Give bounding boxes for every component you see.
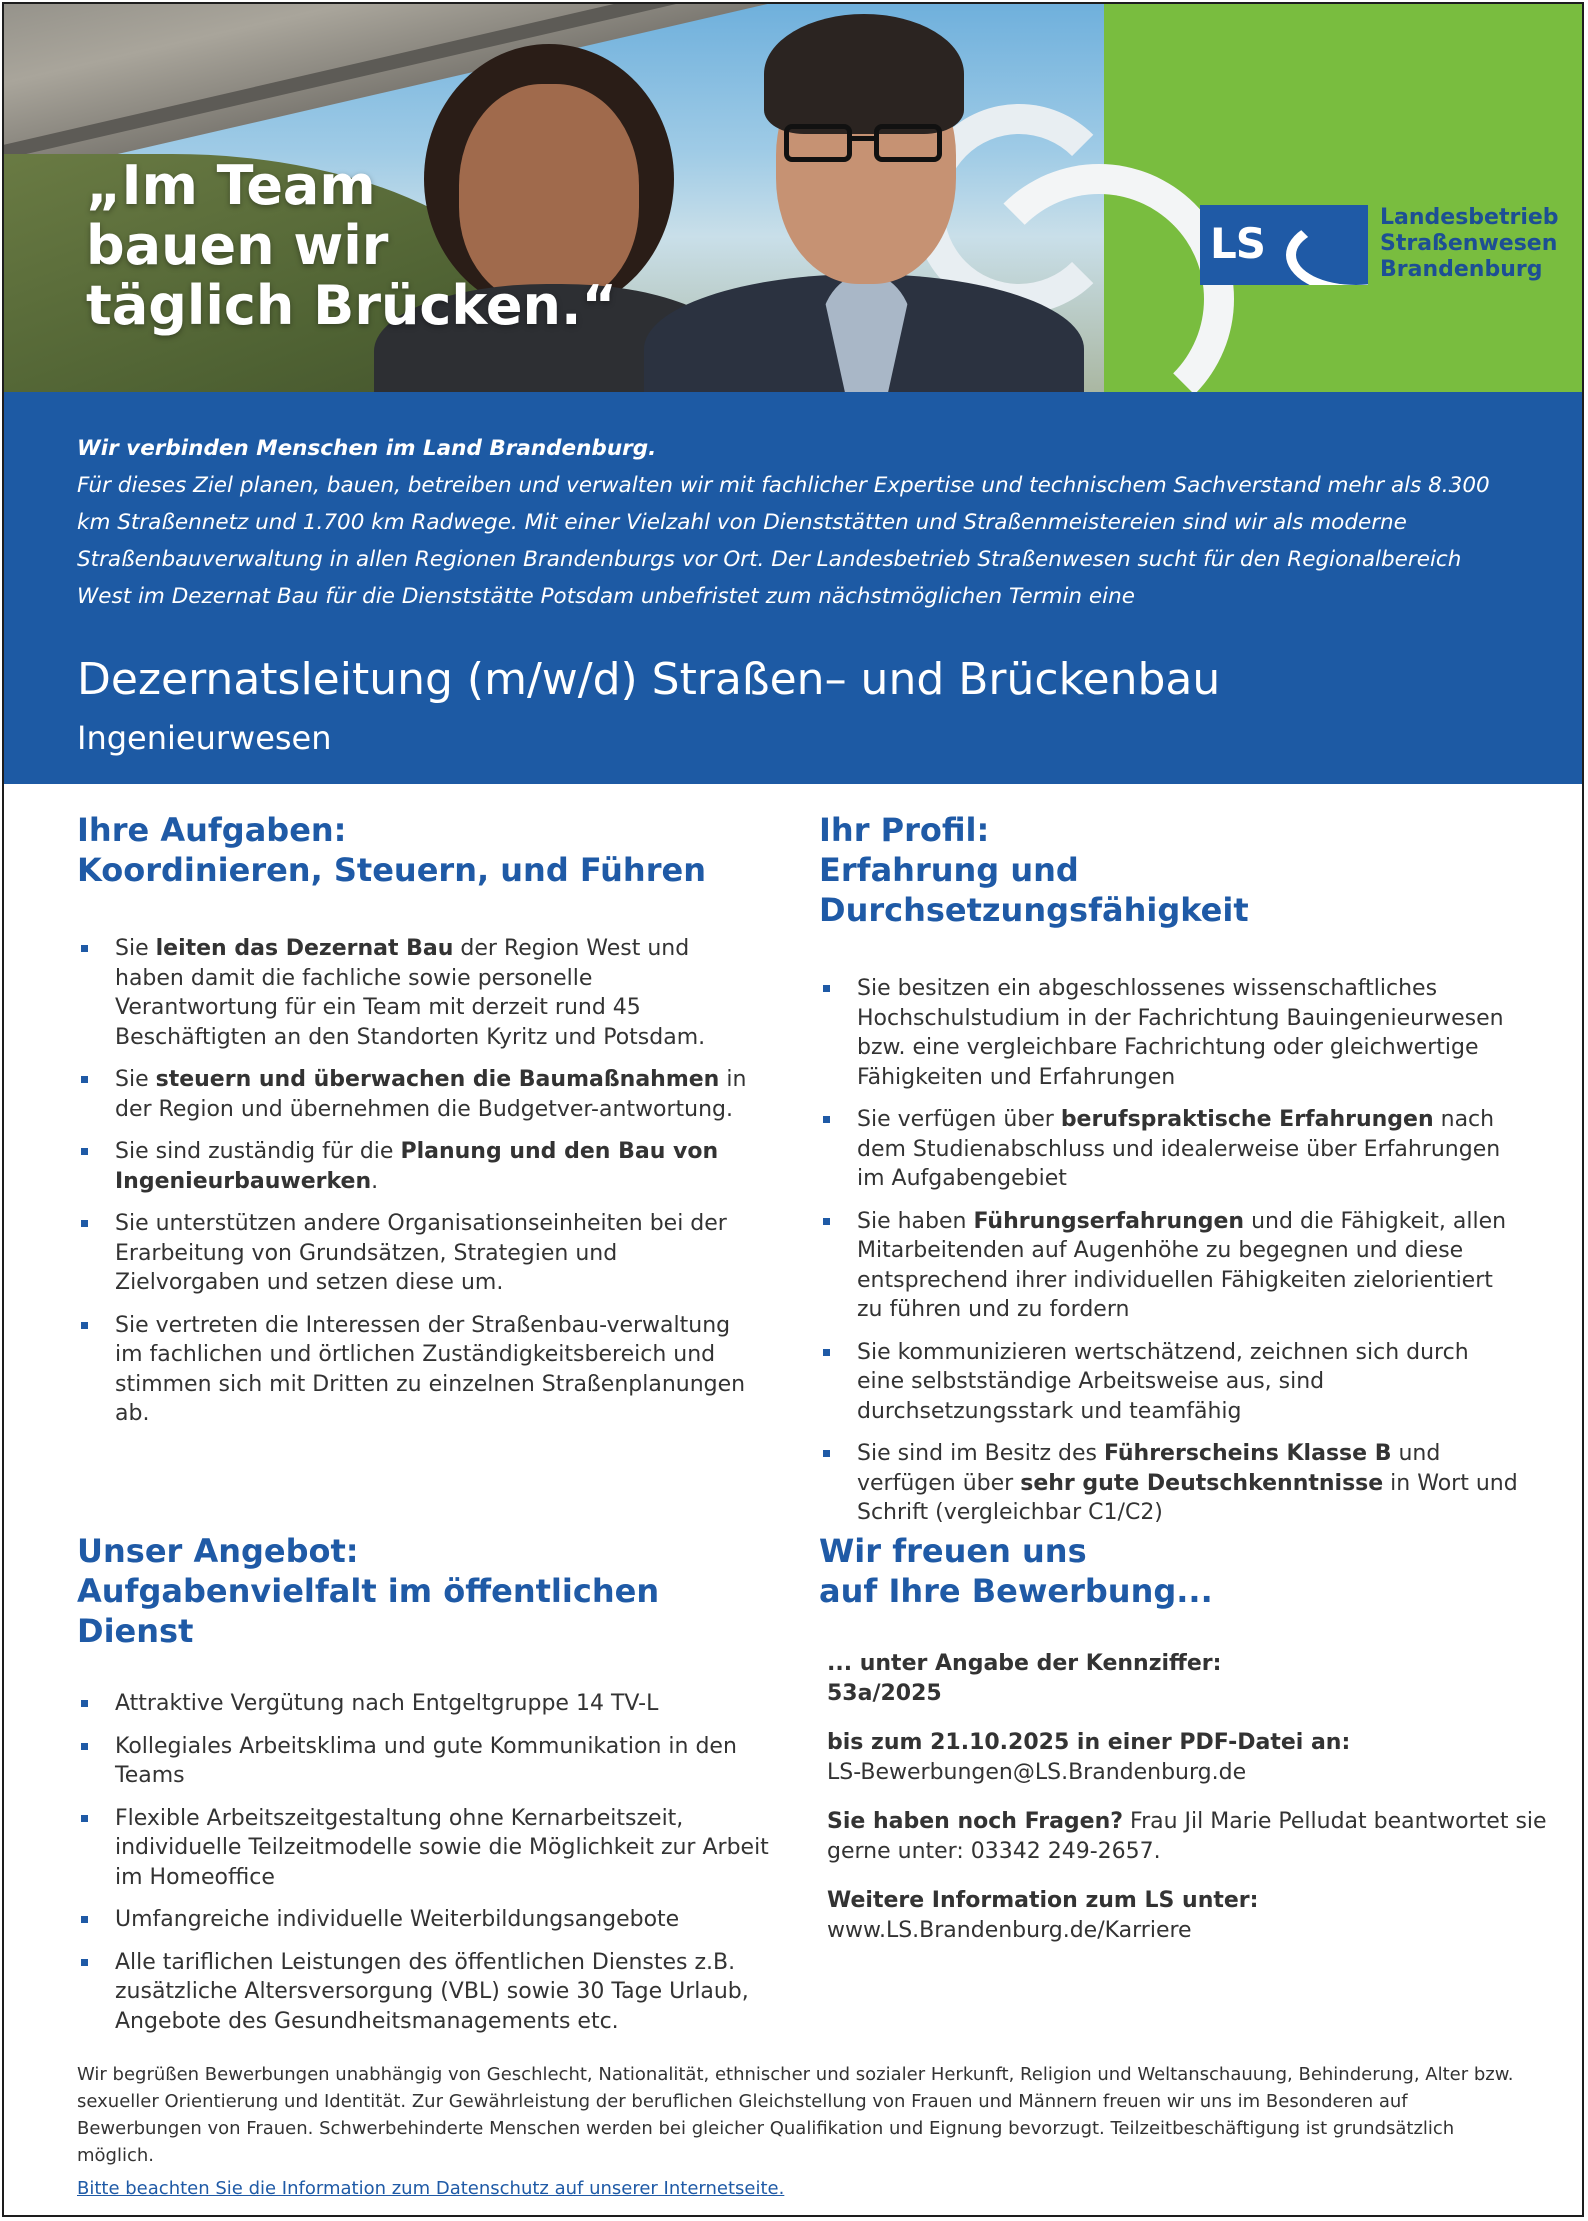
profil-item-text: Sie sind im Besitz des	[857, 1441, 1104, 1466]
job-subtitle: Ingenieurwesen	[77, 719, 332, 757]
angebot-heading: Unser Angebot:	[77, 1532, 359, 1570]
aufgaben-item-text: der Region West und haben damit die fachliche sowie personelle Verantwortung für ein Team mit derzeit rund 45 Beschäftigten an den Standorten Kyritz und Potsdam.	[115, 936, 706, 1050]
section-profil	[819, 810, 1519, 1541]
aufgaben-subheading: Koordinieren, Steuern, und Führen	[77, 851, 706, 889]
profil-item	[819, 1338, 1519, 1427]
aufgaben-item-bold: Planung und den Bau von Ingenieurbauwerken	[115, 1139, 719, 1194]
angebot-item-text: Umfangreiche individuelle Weiterbildungsangebote	[115, 1907, 680, 1932]
logo-mark	[1200, 205, 1368, 285]
angebot-subheading: Aufgabenvielfalt im öffentlichen Dienst	[77, 1572, 660, 1650]
angebot-list	[77, 1689, 777, 2036]
profil-subheading: Erfahrung und Durchsetzungsfähigkeit	[819, 851, 1249, 929]
angebot-item	[77, 1948, 777, 2037]
deadline-block	[827, 1728, 1549, 1787]
info-label: Weitere Information zum LS unter:	[827, 1888, 1259, 1913]
profil-item	[819, 974, 1519, 1092]
profil-item-text: in Wort und Schrift (vergleichbar C1/C2)	[857, 1470, 1518, 1525]
profil-item-bold: berufspraktische Erfahrungen	[1060, 1107, 1434, 1132]
logo-line-3: Brandenburg	[1380, 257, 1543, 282]
profil-list	[819, 974, 1519, 1528]
bewerbung-heading: Wir freuen uns	[819, 1532, 1087, 1570]
profil-item	[819, 1439, 1519, 1528]
aufgaben-item-bold: steuern und überwachen die Baumaßnahmen	[155, 1067, 720, 1092]
angebot-item-text: Alle tariflichen Leistungen des öffentlichen Dienstes z.B. zusätzliche Altersversorgung (VBL) sowie 30 Tage Urlaub, Angebote des Gesundheitsmanagements etc.	[115, 1949, 749, 2034]
kennziffer-label: ... unter Angabe der Kennziffer:	[827, 1651, 1222, 1676]
logo-letters: LS	[1210, 219, 1266, 268]
profil-heading: Ihr Profil:	[819, 811, 990, 849]
equal-opportunity-notice: Wir begrüßen Bewerbungen unabhängig von Geschlecht, Nationalität, ethnischer und sozialer Herkunft, Religion und Weltanschauung, Behinderung, Alter bzw. sexueller Orientierung und Identität. Zur Gewährleistung der beruflichen Gleichstellung von Frauen und Männern freuen wir uns im Besonderen auf Bewerbungen von Frauen. Schwerbehinderte Menschen werden bei gleicher Qualifikation und Eignung bevorzugt. Teilzeitbeschäftigung ist grundsätzlich möglich.	[77, 2064, 1514, 2166]
job-ad-page	[2, 2, 1584, 2217]
profil-item	[819, 1105, 1519, 1194]
aufgaben-item-text: Sie unterstützen andere Organisationseinheiten bei der Erarbeitung von Grundsätzen, Strategien und Zielvorgaben und setzen diese um.	[115, 1211, 727, 1295]
kennziffer-block	[827, 1649, 1549, 1708]
glasses-icon	[784, 124, 944, 164]
questions-text: Frau Jil Marie Pelludat beantwortet sie gerne unter: 03342 249-2657.	[827, 1809, 1547, 1864]
aufgaben-heading: Ihre Aufgaben:	[77, 811, 347, 849]
deadline-label: bis zum 21.10.2025 in einer PDF-Datei an:	[827, 1730, 1351, 1755]
profil-item-bold: sehr gute Deutschkenntnisse	[1020, 1470, 1384, 1496]
questions-label: Sie haben noch Fragen?	[827, 1809, 1124, 1834]
aufgaben-item-text: Sie vertreten die Interessen der Straßenbau-verwaltung im fachlichen und örtlichen Zuständigkeitsbereich und stimmen sich mit Dritten zu einzelnen Straßenplanungen ab.	[115, 1312, 746, 1426]
logo-line-2: Straßenwesen	[1380, 231, 1558, 256]
bewerbung-subheading: auf Ihre Bewerbung...	[819, 1572, 1213, 1610]
angebot-item-text: Attraktive Vergütung nach Entgeltgruppe 14 TV-L	[115, 1691, 659, 1716]
angebot-item-text: Kollegiales Arbeitsklima und gute Kommunikation in den Teams	[115, 1733, 737, 1788]
aufgaben-item-bold: leiten das Dezernat Bau	[155, 936, 454, 961]
angebot-item	[77, 1732, 777, 1791]
privacy-link[interactable]: Bitte beachten Sie die Information zum Datenschutz auf unserer Internetseite.	[77, 2178, 785, 2199]
aufgaben-item-text: .	[371, 1168, 379, 1194]
profil-item-text: Sie verfügen über	[857, 1107, 1061, 1132]
profil-item-bold: Führerscheins Klasse B	[1103, 1441, 1392, 1466]
section-angebot	[77, 1531, 777, 2049]
angebot-item	[77, 1905, 777, 1935]
questions-block	[827, 1807, 1549, 1866]
hero-banner	[4, 4, 1582, 392]
intro-lead: Wir verbinden Menschen im Land Brandenburg.	[77, 436, 657, 461]
intro-body: Für dieses Ziel planen, bauen, betreiben und verwalten wir mit fachlicher Expertise und technischem Sachverstand mehr als 8.300 km Straßennetz und 1.700 km Radwege. Mit einer Vielzahl von Dienststätten und Straßenmeistereien sind wir als moderne Straßenbauverwaltung in allen Regionen Brandenburgs vor Ort. Der Landesbetrieb Straßenwesen sucht für den Regionalbereich West im Dezernat Bau für die Dienststätte Potsdam unbefristet zum nächstmöglichen Termin eine	[77, 473, 1490, 609]
aufgaben-item-text: Sie	[115, 936, 156, 961]
section-aufgaben	[77, 810, 747, 1442]
road-swoosh-icon	[1286, 215, 1368, 285]
aufgaben-item	[77, 1209, 747, 1298]
aufgaben-item	[77, 1065, 747, 1124]
aufgaben-item-text: in der Region und übernehmen die Budgetver-antwortung.	[115, 1067, 747, 1122]
aufgaben-item	[77, 934, 747, 1052]
angebot-item-text: Flexible Arbeitszeitgestaltung ohne Kernarbeitszeit, individuelle Teilzeitmodelle sowie die Möglichkeit zur Arbeit im Homeoffice	[115, 1805, 769, 1890]
aufgaben-item-text: Sie sind zuständig für die	[115, 1139, 401, 1164]
logo-wordmark	[1380, 205, 1559, 283]
aufgaben-item	[77, 1137, 747, 1196]
kennziffer-value: 53a/2025	[827, 1680, 942, 1706]
logo-line-1: Landesbetrieb	[1380, 205, 1559, 230]
profil-item-text: nach dem Studienabschluss und idealerweise über Erfahrungen im Aufgabengebiet	[857, 1107, 1501, 1191]
info-block	[827, 1886, 1549, 1945]
intro-text	[77, 430, 1507, 615]
aufgaben-item-text: Sie	[115, 1067, 156, 1092]
profil-item-text: Sie haben	[857, 1208, 974, 1234]
aufgaben-item	[77, 1311, 747, 1429]
man-hair	[764, 14, 964, 134]
application-details	[819, 1649, 1549, 1945]
profil-item-text: Sie kommunizieren wertschätzend, zeichnen sich durch eine selbstständige Arbeitsweise aus, sind durchsetzungsstark und teamfähig	[857, 1339, 1469, 1424]
angebot-item	[77, 1689, 777, 1719]
angebot-item	[77, 1804, 777, 1893]
profil-item-text: und die Fähigkeit, allen Mitarbeitenden auf Augenhöhe zu begegnen und diese entsprechend ihrer individuellen Fähigkeiten zielorientiert zu führen und zu fordern	[857, 1208, 1507, 1322]
hero-quote: „Im Team bauen wir täglich Brücken.“	[86, 154, 617, 337]
section-bewerbung	[819, 1531, 1549, 1965]
job-title: Dezernatsleitung (m/w/d) Straßen– und Brückenbau	[77, 654, 1221, 705]
aufgaben-list	[77, 934, 747, 1429]
profil-item-text: Sie besitzen ein abgeschlossenes wissenschaftliches Hochschulstudium in der Fachrichtung Bauingenieurwesen bzw. eine vergleichbare Fachrichtung oder gleichwertige Fähigkeiten und Erfahrungen	[857, 976, 1504, 1090]
profil-item-text: und verfügen über	[857, 1441, 1441, 1496]
ls-logo[interactable]	[1200, 205, 1560, 285]
application-email-link[interactable]: LS-Bewerbungen@LS.Brandenburg.de	[827, 1759, 1247, 1785]
profil-item-bold: Führungserfahrungen	[973, 1208, 1245, 1234]
profil-item	[819, 1207, 1519, 1325]
career-url-link[interactable]: www.LS.Brandenburg.de/Karriere	[827, 1917, 1192, 1943]
intro-band	[4, 392, 1582, 784]
